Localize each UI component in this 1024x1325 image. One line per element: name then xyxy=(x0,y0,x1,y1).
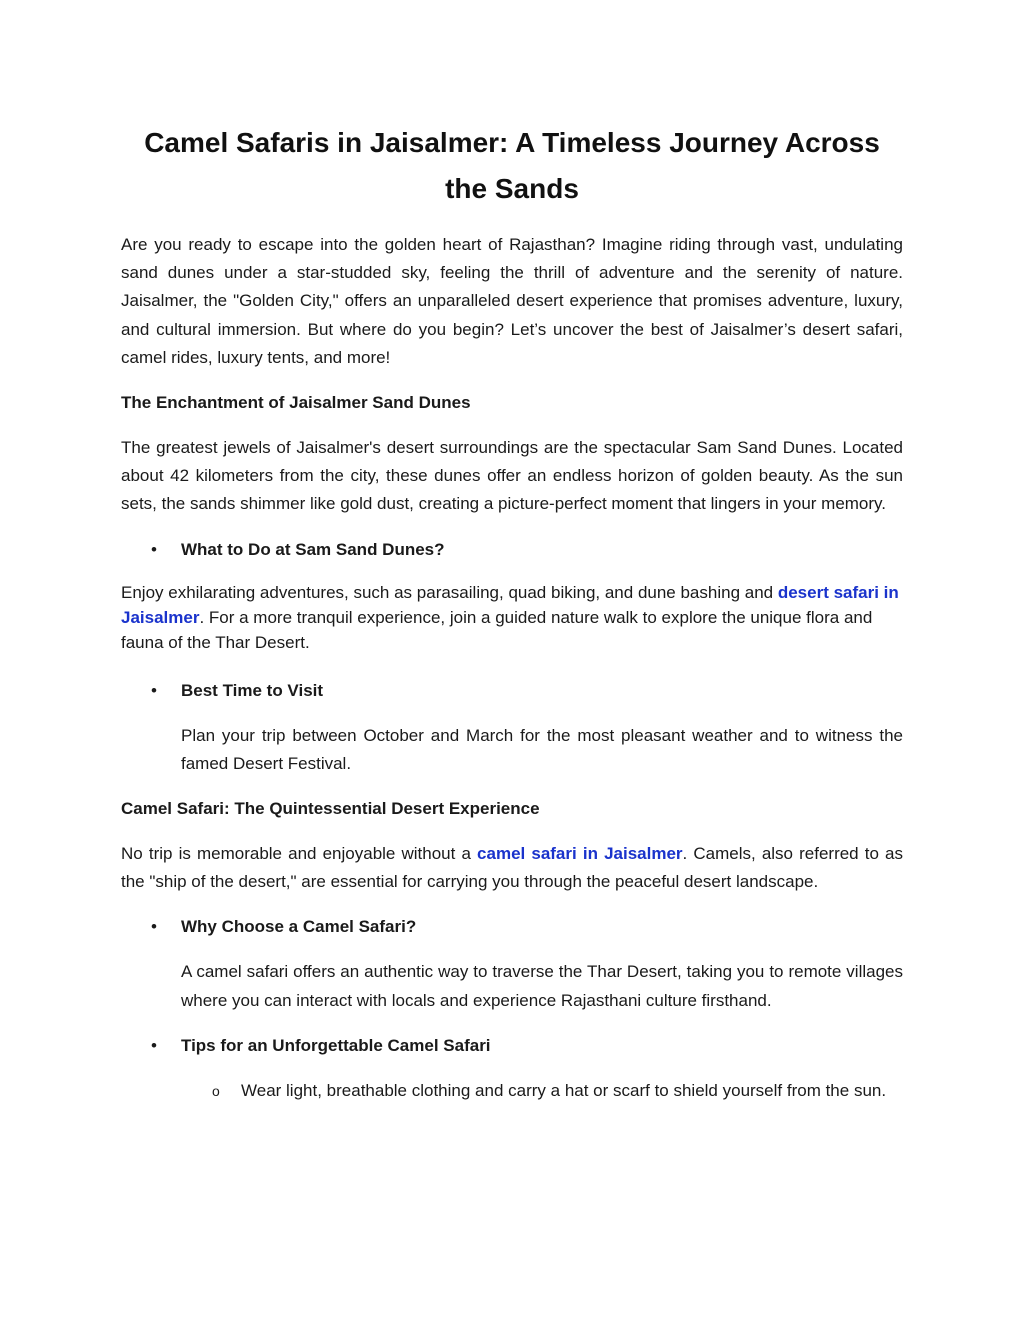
document-page xyxy=(121,120,903,1105)
section-heading-sand-dunes: The Enchantment of Jaisalmer Sand Dunes xyxy=(121,393,471,413)
camel-safari-link[interactable]: camel safari in Jaisalmer xyxy=(477,844,683,864)
desert-safari-link[interactable]: desert safari in Jaisalmer xyxy=(121,582,899,627)
bullet-label: What to Do at Sam Sand Dunes? xyxy=(181,539,445,559)
bullet-label: Why Choose a Camel Safari? xyxy=(181,917,417,937)
activities-text-after: . For a more tranquil experience, join a guided nature walk to explore the unique flora and fauna of the Thar Desert. xyxy=(121,607,873,652)
title-line-2: the Sands xyxy=(445,173,579,204)
bullet-icon: • xyxy=(151,917,157,937)
bullet-label: Best Time to Visit xyxy=(181,680,324,700)
bullet-best-time xyxy=(121,677,903,705)
camel-text-before: No trip is memorable and enjoyable without a xyxy=(121,844,478,864)
bullet-icon: • xyxy=(151,539,157,559)
section-heading-camel-safari: Camel Safari: The Quintessential Desert Experience xyxy=(121,799,540,819)
sub-bullet-icon: o xyxy=(212,1082,220,1099)
bullet-why-choose xyxy=(121,913,903,941)
activities-paragraph xyxy=(121,580,903,655)
bullet-tips xyxy=(121,1032,903,1060)
bullet-icon: • xyxy=(151,1035,157,1055)
tip-text: Wear light, breathable clothing and carry a hat or scarf to shield yourself from the sun. xyxy=(241,1080,887,1100)
intro-paragraph: Are you ready to escape into the golden heart of Rajasthan? Imagine riding through vast, undulating sand dunes under a star-studded sky, feeling the thrill of adventure and the serenity of nature. Jaisalmer, the "Golden City," offers an unparalleled desert experience that promises adventure, luxury, and cultural immersion. But where do you begin? Let’s uncover the best of Jaisalmer’s desert safari, camel rides, luxury tents, and more! xyxy=(121,235,903,367)
activities-text-before: Enjoy exhilarating adventures, such as parasailing, quad biking, and dune bashing and xyxy=(121,582,778,602)
why-choose-paragraph: A camel safari offers an authentic way to traverse the Thar Desert, taking you to remote villages where you can interact with locals and experience Rajasthani culture firsthand. xyxy=(181,962,903,1010)
best-time-paragraph: Plan your trip between October and March for the most pleasant weather and to witness the famed Desert Festival. xyxy=(181,725,903,773)
bullet-what-to-do xyxy=(121,536,903,564)
title-line-1: Camel Safaris in Jaisalmer: A Timeless Journey Across xyxy=(144,127,880,158)
tip-item xyxy=(121,1077,903,1105)
bullet-icon: • xyxy=(151,680,157,700)
camel-safari-paragraph xyxy=(121,840,903,896)
camel-text-after: . Camels, also referred to as the "ship of the desert," are essential for carrying you through the peaceful desert landscape. xyxy=(121,844,904,892)
sand-dunes-paragraph: The greatest jewels of Jaisalmer's desert surroundings are the spectacular Sam Sand Dunes. Located about 42 kilometers from the city, these dunes offer an endless horizon of golden beauty. As the sun sets, the sands shimmer like gold dust, creating a picture-perfect moment that lingers in your memory. xyxy=(121,438,903,514)
bullet-label: Tips for an Unforgettable Camel Safari xyxy=(181,1035,491,1055)
page-title xyxy=(121,120,903,212)
